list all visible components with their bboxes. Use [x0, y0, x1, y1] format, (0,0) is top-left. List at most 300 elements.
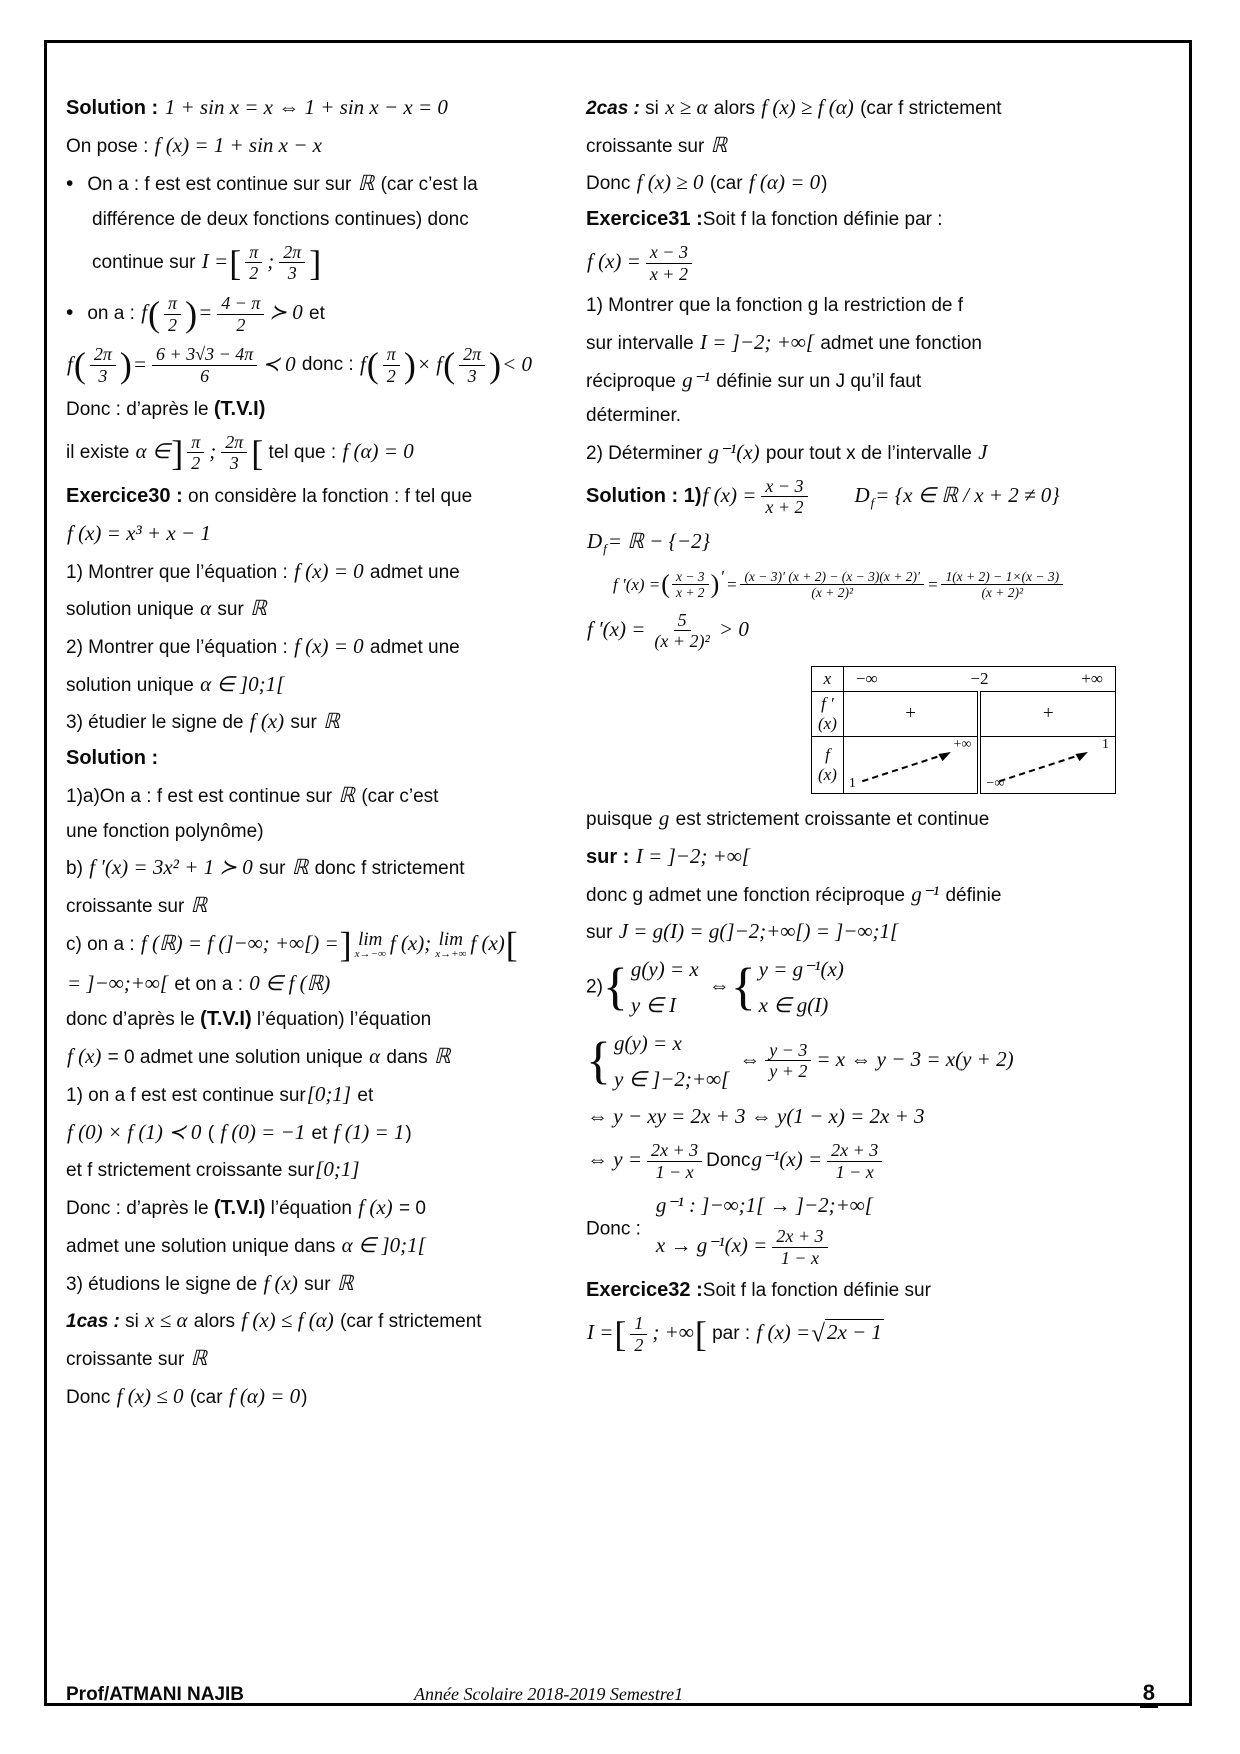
vt-x-label: x	[812, 666, 844, 691]
fraction	[650, 610, 714, 652]
close-bracket: [	[505, 924, 518, 965]
denominator: 3	[287, 263, 297, 284]
denominator: 3	[467, 366, 477, 387]
math-segment: g	[658, 805, 670, 830]
fraction	[761, 476, 807, 518]
text-segment: pour tout x de l’intervalle	[760, 442, 978, 464]
text-segment: et	[352, 1085, 374, 1107]
math-segment: α	[200, 596, 212, 621]
lim-subscript: x→+∞	[435, 947, 467, 960]
increasing-arrow	[991, 747, 1095, 787]
math-segment: g⁻¹	[911, 881, 940, 906]
denominator: 3	[98, 366, 108, 387]
radicand: 2x − 1	[826, 1320, 882, 1345]
math-segment: α ∈ ]0;1[	[341, 1233, 426, 1258]
fraction	[630, 1313, 647, 1355]
mapping-stack	[655, 1191, 874, 1268]
math-segment: g⁻¹(x) =	[751, 1147, 823, 1172]
denominator: 3	[229, 453, 239, 474]
fraction	[217, 293, 264, 335]
math-segment: x → g⁻¹(x) =	[655, 1233, 768, 1258]
vt-f-branch-left	[843, 736, 979, 793]
left-paren: (	[661, 569, 670, 599]
denominator: 1 − x	[835, 1161, 874, 1182]
text-segment: admet une solution unique dans	[66, 1236, 341, 1258]
math-segment: f (x)	[249, 709, 285, 734]
math-segment: =	[926, 574, 939, 594]
text-segment: si	[119, 1311, 145, 1333]
iff-symbol: ⇔	[739, 1046, 761, 1071]
math-segment: = ]−∞;+∞[	[67, 970, 169, 995]
sol-b-line	[66, 853, 571, 882]
math-segment: g⁻¹	[682, 367, 710, 392]
exercice30-heading	[66, 483, 571, 510]
fraction	[279, 242, 305, 284]
text-segment: c) on a :	[66, 933, 140, 955]
vt-fprime-label: f ′(x)	[812, 691, 844, 736]
fraction	[383, 344, 400, 386]
vt-f-right-low: −∞	[986, 775, 1005, 791]
text-segment: = 0 admet une solution unique	[102, 1047, 369, 1069]
math-segment: f ′(x) =	[613, 574, 661, 594]
result-line	[586, 1140, 1116, 1182]
math-segment: [0;1]	[315, 1157, 360, 1182]
fraction	[672, 569, 709, 601]
left-paren: (	[443, 345, 456, 386]
math-segment: ℝ	[710, 132, 728, 157]
denominator: (x + 2)²	[654, 631, 710, 652]
math-segment: f (0) × f (1) ≺ 0	[67, 1119, 202, 1144]
text-segment: Soit f la fonction définie par :	[702, 208, 943, 230]
text-segment: 1) Montrer que l’équation :	[66, 561, 294, 583]
math-segment: f	[67, 351, 73, 376]
fraction	[187, 432, 204, 474]
exercice31-heading	[586, 206, 1116, 233]
math-segment: ℝ	[357, 170, 375, 195]
math-segment: g⁻¹ : ]−∞;1[ → ]−2;+∞[	[655, 1193, 873, 1218]
text-segment: (car c’est	[356, 785, 439, 807]
right-bracket: ]	[309, 242, 322, 283]
variation-table	[811, 666, 1116, 794]
text-segment: 3) étudier le signe de	[66, 712, 249, 734]
sol-1a-line-2	[66, 819, 571, 845]
math-segment: ℝ	[250, 596, 267, 621]
math-segment: ⇔ y =	[587, 1147, 642, 1172]
text-segment: définie sur un J qu’il faut	[710, 370, 922, 392]
square-root-symbol: √	[811, 1320, 825, 1348]
tvi-conclusion-line	[66, 1006, 571, 1033]
cubic-function-line	[66, 519, 571, 548]
mapping-domains	[655, 1191, 874, 1220]
text-segment: 1) Montrer que la fonction g la restriction de f	[586, 295, 964, 317]
math-segment: ℝ	[291, 855, 309, 880]
text-segment: alors	[188, 1311, 241, 1333]
text-segment: b)	[66, 858, 89, 880]
text-segment: si	[639, 98, 665, 119]
text-segment: 2)	[586, 976, 603, 998]
text-segment: (car f strictement	[334, 1311, 482, 1333]
tvi-unique-line	[66, 1193, 571, 1222]
right-paren: )	[403, 345, 416, 386]
solution-label: Solution : 1)	[586, 484, 702, 507]
left-bracket: [	[614, 1314, 627, 1355]
numerator: x − 3	[672, 569, 709, 586]
text-segment: Donc	[586, 173, 636, 195]
text-segment: )	[301, 1386, 308, 1408]
text-segment: donc d’après le	[66, 1009, 201, 1031]
text-segment: admet une	[364, 561, 460, 583]
fraction	[827, 1140, 882, 1182]
variation-table-grid	[811, 666, 1116, 794]
vt-fprime-sign-right: +	[979, 691, 1115, 736]
product-sign-line	[66, 344, 571, 386]
math-segment: =	[198, 300, 213, 325]
ex31-q2-line	[586, 438, 1116, 467]
tvi-label: (T.V.I)	[200, 1008, 252, 1031]
text-segment: donc :	[296, 354, 359, 376]
solution-label: Solution :	[66, 97, 164, 119]
subscript: f	[870, 494, 875, 510]
bullet-icon: •	[66, 301, 74, 325]
numerator: 6 + 3√3 − 4π	[152, 344, 257, 366]
text-segment: par :	[706, 1323, 756, 1345]
numerator: (x − 3)′ (x + 2) − (x − 3)(x + 2)′	[740, 569, 924, 586]
equation-system	[613, 1029, 730, 1094]
sur-label: sur :	[586, 845, 635, 868]
vt-f-label: f (x)	[812, 736, 844, 793]
denominator: 1 − x	[655, 1161, 694, 1182]
left-paren: (	[148, 293, 161, 334]
tvi-label: (T.V.I)	[213, 397, 266, 420]
tvi-line	[66, 396, 571, 423]
math-segment: f (x)	[470, 930, 505, 955]
numerator: 1	[630, 1313, 647, 1335]
numerator: 4 − π	[217, 293, 264, 315]
numerator: 2π	[459, 344, 485, 366]
cas2-conclusion	[586, 168, 1116, 197]
text-segment: l’équation	[265, 1198, 358, 1220]
math-segment: g(y) = x	[613, 1030, 682, 1055]
cas2-line	[586, 93, 1116, 122]
vt-minus-two: −2	[970, 668, 989, 688]
fraction	[152, 344, 257, 386]
cas2-label: 2cas :	[586, 98, 640, 119]
math-segment: = x ⇔ y − 3 = x(y + 2)	[816, 1046, 1014, 1071]
math-segment: ≻ 0	[269, 300, 303, 325]
alpha-exists-line	[66, 432, 571, 474]
text-segment: Soit f la fonction définie sur	[702, 1280, 931, 1302]
fraction	[740, 569, 924, 601]
text-segment: tel que :	[263, 441, 342, 463]
numerator: 5	[674, 610, 691, 632]
sol-b-line-2	[66, 891, 571, 920]
text-segment: alors	[708, 98, 761, 119]
text-segment: déterminer.	[586, 405, 682, 427]
text-segment: on a :	[87, 303, 141, 325]
open-bracket: ]	[171, 432, 184, 473]
left-bracket: [	[229, 242, 242, 283]
text-segment: Donc	[706, 1150, 751, 1172]
croissante-line	[66, 1155, 571, 1184]
left-brace: {	[602, 958, 628, 1016]
math-segment: g⁻¹(x)	[708, 439, 760, 464]
text-segment: l’équation) l’équation	[251, 1009, 432, 1031]
numerator: 2x + 3	[772, 1226, 827, 1248]
vt-f-branch-right	[979, 736, 1115, 793]
math-segment: f (x) ≥ f (α)	[761, 95, 854, 119]
sol-1a-line	[66, 781, 571, 810]
equation-system	[758, 955, 845, 1020]
vt-fprime-sign-left: +	[843, 691, 979, 736]
math-segment: y ∈ I	[630, 993, 676, 1018]
footer-author: Prof/ATMANI NAJIB	[66, 1684, 245, 1705]
increasing-arrow	[854, 747, 958, 787]
math-segment: J = g(I) = g(]−2;+∞[) = ]−∞;1[	[618, 919, 899, 944]
text-segment: Donc :	[586, 1218, 641, 1240]
text-segment: on considère la fonction : f tel que	[182, 486, 473, 508]
math-segment: x ≤ α	[145, 1308, 188, 1333]
cas1-conclusion	[66, 1382, 571, 1411]
text-segment: (car	[704, 173, 748, 195]
left-paren: (	[73, 345, 86, 386]
math-segment: f ′(x) =	[587, 616, 646, 641]
vt-x-values	[843, 666, 1115, 691]
question1-line	[66, 557, 571, 586]
image-J-line	[586, 917, 1116, 946]
system-solve-line	[586, 1029, 1116, 1094]
math-segment: x ∈ g(I)	[758, 993, 829, 1018]
right-paren: )	[119, 345, 132, 386]
math-segment: 1 + sin x = x ⇔ 1 + sin x − x = 0	[164, 95, 448, 119]
system-equivalence-line	[586, 955, 1116, 1020]
bullet-icon: •	[66, 171, 74, 195]
text-segment: donc g admet une fonction réciproque	[586, 884, 911, 906]
math-segment: =	[132, 351, 148, 376]
fraction	[765, 1040, 811, 1082]
text-segment: Donc : d’après le	[66, 398, 214, 420]
numerator: π	[245, 242, 262, 264]
open-bracket: ]	[339, 924, 352, 965]
solution30-heading	[66, 745, 571, 772]
numerator: x − 3	[646, 242, 692, 264]
math-segment: =	[725, 574, 738, 594]
puisque-line	[586, 804, 1116, 833]
text-segment: dans	[381, 1047, 433, 1069]
sol-c-line	[66, 924, 571, 965]
right-paren: )	[710, 569, 720, 599]
math-segment: ℝ	[338, 782, 356, 807]
text-segment: et	[306, 1122, 333, 1144]
text-segment: 3) étudions le signe de	[66, 1273, 263, 1295]
page-footer	[66, 1680, 1176, 1708]
footer-school-year: Année Scolaire 2018-2019 Semestre1	[414, 1684, 684, 1704]
question2-line	[66, 632, 571, 661]
math-segment: ; +∞	[652, 1320, 694, 1345]
text-segment: sur	[298, 1273, 336, 1295]
math-segment: f (x) ≤ f (α)	[241, 1308, 334, 1333]
iff-symbol: ⇔	[708, 973, 730, 998]
math-segment: J	[978, 439, 988, 464]
denominator: 2	[249, 263, 259, 284]
math-segment: I = ]−2; +∞[	[700, 329, 815, 354]
cas2-line-2	[586, 131, 1116, 160]
text-segment: est strictement croissante et continue	[670, 808, 990, 830]
ex31-q1-line-3	[586, 366, 1116, 395]
fraction	[647, 1140, 702, 1182]
text-segment: puisque	[586, 808, 658, 830]
math-segment: ℝ	[190, 892, 208, 917]
cas1-line	[66, 1306, 571, 1335]
math-segment: f (0) = −1	[220, 1119, 306, 1144]
math-segment: y ∈ ]−2;+∞[	[613, 1066, 730, 1091]
derivative-positive-line	[586, 610, 1116, 652]
sur-I-line	[586, 842, 1116, 871]
product-values-line	[66, 1118, 571, 1147]
math-segment: ℝ	[433, 1044, 451, 1069]
math-segment: I =	[587, 1320, 614, 1345]
text-segment: continue sur	[92, 251, 201, 273]
numerator: π	[187, 432, 204, 454]
right-paren: )	[185, 293, 198, 334]
donc-mapping-block	[586, 1191, 1116, 1268]
fx-definition-line	[586, 242, 1116, 284]
numerator: π	[383, 344, 400, 366]
math-segment: × f	[416, 351, 443, 376]
text-segment: admet une fonction	[815, 332, 982, 354]
fraction	[646, 242, 692, 284]
right-paren: )	[489, 345, 502, 386]
math-segment: α	[369, 1044, 381, 1069]
open-bracket: [	[694, 1314, 707, 1355]
left-column	[66, 84, 571, 1419]
ex31-q1-line	[586, 293, 1116, 319]
numerator: 2π	[90, 344, 116, 366]
vt-minus-infinity: −∞	[855, 668, 878, 688]
solution-label: Solution :	[66, 746, 159, 769]
math-segment: f (x);	[389, 930, 432, 955]
solution-heading-trig	[66, 93, 571, 122]
left-paren: (	[366, 345, 379, 386]
math-segment: f (x)	[263, 1270, 298, 1295]
sol-c-line-2	[66, 969, 571, 998]
fraction	[459, 344, 485, 386]
text-segment: (car	[184, 1386, 228, 1408]
question2-line-2	[66, 670, 571, 699]
cas1-line-2	[66, 1344, 571, 1373]
math-segment: f (x) =	[587, 249, 641, 274]
vt-f-left-high: +∞	[953, 736, 972, 752]
math-segment: > 0	[718, 616, 749, 641]
text-segment: )	[821, 173, 828, 195]
math-segment: ;	[267, 248, 275, 273]
text-segment: sur	[212, 599, 250, 621]
solution31-heading	[586, 476, 1116, 518]
numerator: x − 3	[761, 476, 807, 498]
text-segment: croissante sur	[586, 135, 710, 157]
fraction	[221, 432, 247, 474]
denominator: (x + 2)²	[811, 585, 854, 601]
math-segment: I = ]−2; +∞[	[635, 843, 750, 868]
interval-line	[66, 242, 571, 284]
math-segment: ℝ	[336, 1270, 354, 1295]
math-segment: f (ℝ) = f (]−∞; +∞[) =	[140, 930, 339, 955]
subscript: f	[603, 540, 607, 556]
tvi-label: (T.V.I)	[213, 1197, 266, 1220]
left-brace: {	[586, 1032, 611, 1090]
tvi-conclusion-line-2	[66, 1042, 571, 1071]
vt-f-left-low: 1	[848, 775, 856, 791]
denominator: x + 2	[765, 497, 804, 518]
domain-line	[586, 527, 1116, 557]
text-segment: donc f strictement	[309, 858, 465, 880]
text-segment: et	[303, 303, 325, 325]
interval01-line	[66, 1080, 571, 1109]
exercice31-label: Exercice31 :	[586, 207, 703, 230]
lim-label: lim	[358, 928, 383, 950]
math-segment: I =	[201, 248, 229, 273]
math-segment: f (x) = 0	[294, 634, 364, 659]
text-segment: et on a :	[169, 973, 249, 995]
fraction	[90, 344, 116, 386]
text-segment: = 0	[393, 1198, 426, 1220]
exercice30-label: Exercice30 :	[66, 485, 183, 508]
math-segment: f (x) = x³ + x − 1	[67, 521, 211, 546]
math-segment: f (α) = 0	[342, 438, 414, 463]
text-segment: (car c’est la	[375, 173, 478, 195]
math-segment: f (x) =	[702, 482, 757, 507]
text-segment: une fonction polynôme)	[66, 820, 264, 842]
limit-notation	[435, 930, 466, 960]
text-segment: solution unique	[66, 599, 200, 621]
numerator: 2x + 3	[827, 1140, 882, 1162]
ex32-definition-line	[586, 1313, 1116, 1355]
denominator: 1 − x	[780, 1247, 819, 1268]
math-segment: f (α) = 0	[228, 1383, 301, 1408]
question1-line-2	[66, 594, 571, 623]
numerator: 2π	[279, 242, 305, 264]
left-brace: {	[730, 958, 756, 1016]
algebra-line	[586, 1102, 1116, 1131]
text-segment: solution unique	[66, 674, 200, 696]
math-segment: f (x)	[358, 1195, 393, 1220]
denominator: 6	[200, 366, 210, 387]
text-segment: (car f strictement	[854, 98, 1002, 119]
math-segment: f (α) = 0	[748, 170, 821, 195]
text-segment: sur	[586, 922, 618, 944]
math-segment: y = g⁻¹(x)	[758, 956, 844, 981]
math-segment: ℝ	[323, 709, 340, 734]
ex31-q1-line-2	[586, 328, 1116, 357]
fraction	[772, 1226, 827, 1268]
numerator: 2x + 3	[647, 1140, 702, 1162]
text-segment: sur	[285, 712, 323, 734]
denominator: x + 2	[675, 585, 705, 601]
denominator: 2	[168, 314, 178, 335]
fraction	[164, 293, 181, 335]
math-segment: ℝ	[190, 1345, 208, 1370]
math-segment: g(y) = x	[630, 956, 699, 981]
text-segment: 1)a)On a : f est est continue sur	[66, 785, 338, 807]
prime-symbol: ′	[720, 567, 724, 587]
vt-f-right-high: 1	[1102, 736, 1109, 752]
math-segment: D	[587, 528, 603, 553]
text-segment: croissante sur	[66, 1348, 190, 1370]
text-segment: sur intervalle	[586, 332, 699, 354]
cas1-label: 1cas :	[66, 1311, 120, 1333]
text-segment: On a : f est est continue sur sur	[87, 173, 357, 195]
equation-system	[630, 955, 700, 1020]
text-segment: 2) Déterminer	[586, 442, 708, 464]
